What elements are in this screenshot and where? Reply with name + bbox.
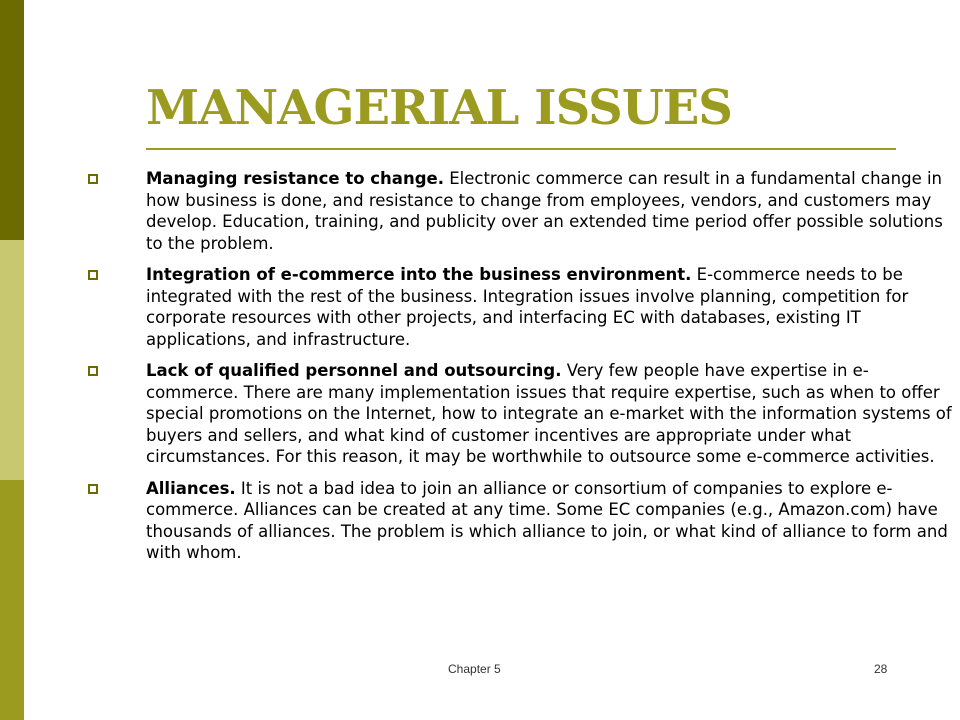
square-bullet-icon	[88, 366, 98, 376]
bullet-item	[88, 360, 954, 468]
bullet-text: E-commerce needs to be integrated with the rest of the business. Integration issues involve planning, competition for corporate resources with other projects, and interfacing EC with databases, existing IT applications, and infrastructure.	[146, 265, 909, 349]
bullet-lead: Alliances.	[146, 478, 236, 498]
bullet-text: It is not a bad idea to join an alliance or consortium of companies to explore e-commerce. Alliances can be created at any time. Some EC companies (e.g., Amazon.com) have thousands of alliances. The problem is which alliance to join, or what kind of alliance to form and with whom.	[146, 478, 948, 562]
bullet-lead: Integration of e-commerce into the business environment.	[146, 265, 692, 284]
bullet-lead: Lack of qualified personnel and outsourcing.	[146, 361, 562, 380]
bullet-text: Very few people have expertise in e-commerce. There are many implementation issues that require expertise, such as when to offer special promotions on the Internet, how to integrate an e-market with the information systems of buyers and sellers, and what kind of customer incentives are appropriate under what circumstances. For this reason, it may be worthwhile to outsource some e-commerce activities.	[146, 361, 952, 466]
page-number: 28	[874, 662, 888, 676]
sidebar-middle-band	[0, 240, 24, 480]
bullet-item	[88, 478, 954, 564]
bullet-list	[88, 168, 954, 574]
title-rule	[146, 148, 896, 150]
sidebar-bottom-band	[0, 480, 24, 720]
square-bullet-icon	[88, 174, 98, 184]
sidebar-top-band	[0, 0, 24, 240]
square-bullet-icon	[88, 270, 98, 280]
footer-chapter: Chapter 5	[448, 662, 501, 676]
bullet-item	[88, 168, 954, 254]
square-bullet-icon	[88, 484, 98, 494]
bullet-text: Electronic commerce can result in a fundamental change in how business is done, and resistance to change from employees, vendors, and customers may develop. Education, training, and publicity over an extended time period offer possible solutions to the problem.	[146, 169, 943, 253]
slide-title: MANAGERIAL ISSUES	[146, 80, 732, 136]
bullet-lead: Managing resistance to change.	[146, 169, 444, 188]
bullet-item	[88, 264, 954, 350]
